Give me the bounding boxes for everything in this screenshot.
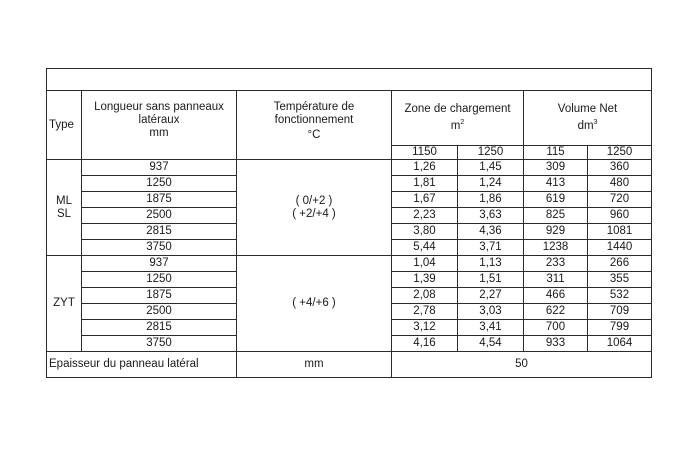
temperature-header	[237, 91, 392, 160]
volume-col-1250: 1250	[588, 146, 652, 160]
length-cell: 1250	[82, 272, 237, 288]
volume-cell: 700	[524, 320, 588, 336]
volume-cell: 233	[524, 256, 588, 272]
footer-label: Epaisseur du panneau latéral	[47, 352, 237, 378]
length-cell: 1250	[82, 176, 237, 192]
volume-cell: 720	[588, 192, 652, 208]
zone-col-1250: 1250	[458, 146, 524, 160]
header-row	[47, 91, 652, 146]
zone-cell: 2,27	[458, 288, 524, 304]
spec-table	[46, 68, 652, 378]
length-cell: 3750	[82, 240, 237, 256]
zone-cell: 1,26	[392, 160, 458, 176]
zone-cell: 3,41	[458, 320, 524, 336]
length-cell: 3750	[82, 336, 237, 352]
volume-header-title: Volume Net	[557, 103, 618, 115]
length-cell: 2500	[82, 304, 237, 320]
zone-cell: 1,24	[458, 176, 524, 192]
temperature-cell	[237, 256, 392, 352]
zone-cell: 2,78	[392, 304, 458, 320]
zone-header-unit: $m^2$	[450, 119, 465, 132]
volume-cell: 1064	[588, 336, 652, 352]
volume-cell: 532	[588, 288, 652, 304]
length-cell: 2500	[82, 208, 237, 224]
volume-cell: 619	[524, 192, 588, 208]
zone-unit-exponent: 2	[460, 119, 465, 127]
volume-cell: 355	[588, 272, 652, 288]
zone-header	[392, 91, 524, 146]
length-cell: 1875	[82, 288, 237, 304]
length-header-line1: Longueur sans panneaux	[94, 101, 224, 113]
zone-cell: 1,51	[458, 272, 524, 288]
zone-cell: 1,04	[392, 256, 458, 272]
volume-cell: 960	[588, 208, 652, 224]
zone-cell: 5,44	[392, 240, 458, 256]
volume-cell: 622	[524, 304, 588, 320]
volume-cell: 413	[524, 176, 588, 192]
type-line: ML	[56, 194, 72, 207]
volume-col-115: 115	[524, 146, 588, 160]
zone-cell: 1,67	[392, 192, 458, 208]
temperature-line: ( +4/+6 )	[292, 297, 336, 309]
volume-cell: 1238	[524, 240, 588, 256]
length-cell: 937	[82, 160, 237, 176]
zone-cell: 3,12	[392, 320, 458, 336]
zone-cell: 2,23	[392, 208, 458, 224]
zone-header-title: Zone de chargement	[404, 103, 511, 115]
length-header-line2: latéraux	[138, 114, 180, 126]
zone-cell: 1,45	[458, 160, 524, 176]
length-header-line3: mm	[149, 127, 169, 139]
volume-cell: 799	[588, 320, 652, 336]
volume-header	[524, 91, 652, 146]
footer-row	[47, 352, 652, 378]
length-cell: 2815	[82, 320, 237, 336]
type-cell	[47, 256, 82, 352]
volume-cell: 480	[588, 176, 652, 192]
title-bar-row	[47, 69, 652, 91]
zone-cell: 4,54	[458, 336, 524, 352]
volume-cell: 266	[588, 256, 652, 272]
title-bar	[47, 69, 652, 91]
zone-cell: 4,16	[392, 336, 458, 352]
volume-header-unit: $dm^3$	[577, 119, 598, 132]
volume-cell: 825	[524, 208, 588, 224]
temperature-header-line3: °C	[307, 129, 321, 141]
type-header: Type	[47, 91, 82, 160]
zone-col-1150: 1150	[392, 146, 458, 160]
volume-cell: 1440	[588, 240, 652, 256]
volume-cell: 311	[524, 272, 588, 288]
temperature-line: ( 0/+2 )	[295, 194, 333, 207]
zone-cell: 3,80	[392, 224, 458, 240]
zone-cell: 1,13	[458, 256, 524, 272]
zone-cell: 2,08	[392, 288, 458, 304]
zone-cell: 1,39	[392, 272, 458, 288]
volume-unit-exponent: 3	[593, 119, 598, 127]
volume-cell: 1081	[588, 224, 652, 240]
zone-cell: 1,86	[458, 192, 524, 208]
zone-cell: 1,81	[392, 176, 458, 192]
footer-unit: mm	[237, 352, 392, 378]
length-cell: 937	[82, 256, 237, 272]
footer-value: 50	[392, 352, 652, 378]
volume-cell: 933	[524, 336, 588, 352]
volume-cell: 309	[524, 160, 588, 176]
volume-cell: 929	[524, 224, 588, 240]
temperature-header-line2: fonctionnement	[274, 114, 354, 126]
type-cell	[47, 160, 82, 256]
type-line: ZYT	[53, 297, 75, 309]
table-row	[47, 160, 652, 176]
length-cell: 2815	[82, 224, 237, 240]
zone-cell: 3,63	[458, 208, 524, 224]
zone-cell: 3,03	[458, 304, 524, 320]
type-line: SL	[56, 207, 72, 220]
volume-cell: 466	[524, 288, 588, 304]
table-row	[47, 256, 652, 272]
zone-cell: 3,71	[458, 240, 524, 256]
length-cell: 1875	[82, 192, 237, 208]
temperature-header-line1: Température de	[273, 101, 355, 113]
zone-cell: 4,36	[458, 224, 524, 240]
temperature-line: ( +2/+4 )	[292, 207, 336, 220]
volume-cell: 360	[588, 160, 652, 176]
volume-cell: 709	[588, 304, 652, 320]
temperature-cell	[237, 160, 392, 256]
length-header	[82, 91, 237, 160]
